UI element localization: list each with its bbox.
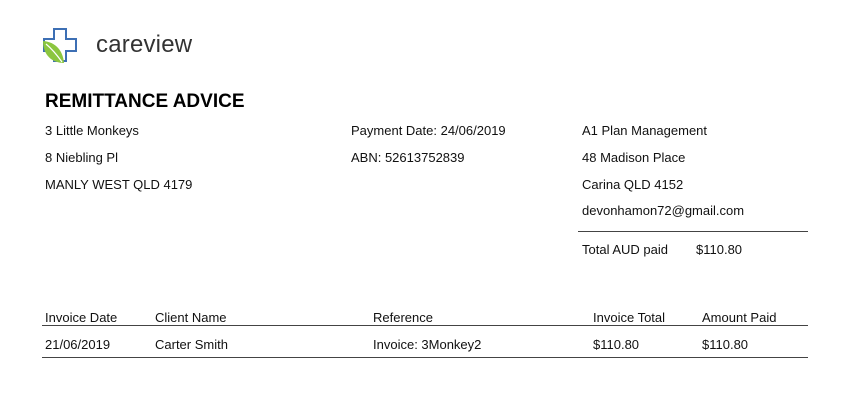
cell-amount-paid: $110.80: [702, 337, 749, 352]
payment-date: Payment Date: 24/06/2019: [351, 123, 506, 138]
header-invoice-date: Invoice Date: [45, 310, 118, 325]
payer-address-line1: 48 Madison Place: [582, 150, 686, 165]
cell-invoice-date: 21/06/2019: [45, 337, 111, 352]
cell-invoice-total: $110.80: [593, 337, 640, 352]
table-bottom-divider: [42, 357, 808, 358]
header-client-name: Client Name: [155, 310, 227, 325]
payee-street: 8 Niebling Pl: [45, 150, 118, 165]
payer-name: A1 Plan Management: [582, 123, 708, 138]
header-amount-paid: Amount Paid: [702, 310, 777, 325]
cell-reference: Invoice: 3Monkey2: [373, 337, 482, 352]
careview-logo-text: careview: [96, 31, 193, 58]
total-divider: [578, 231, 808, 232]
payee-name: 3 Little Monkeys: [45, 123, 139, 138]
total-label: Total AUD paid: [582, 242, 668, 257]
payer-address-line2: Carina QLD 4152: [582, 177, 684, 192]
header-reference: Reference: [373, 310, 433, 325]
careview-logo-icon: [40, 27, 80, 65]
total-value: $110.80: [696, 242, 743, 257]
document-title: REMITTANCE ADVICE: [45, 91, 245, 112]
header-invoice-total: Invoice Total: [593, 310, 666, 325]
table-header-divider: [42, 325, 808, 326]
payment-abn: ABN: 52613752839: [351, 150, 465, 165]
payee-suburb: MANLY WEST QLD 4179: [45, 177, 193, 192]
cell-client-name: Carter Smith: [155, 337, 228, 352]
payer-email: devonhamon72@gmail.com: [582, 203, 745, 218]
